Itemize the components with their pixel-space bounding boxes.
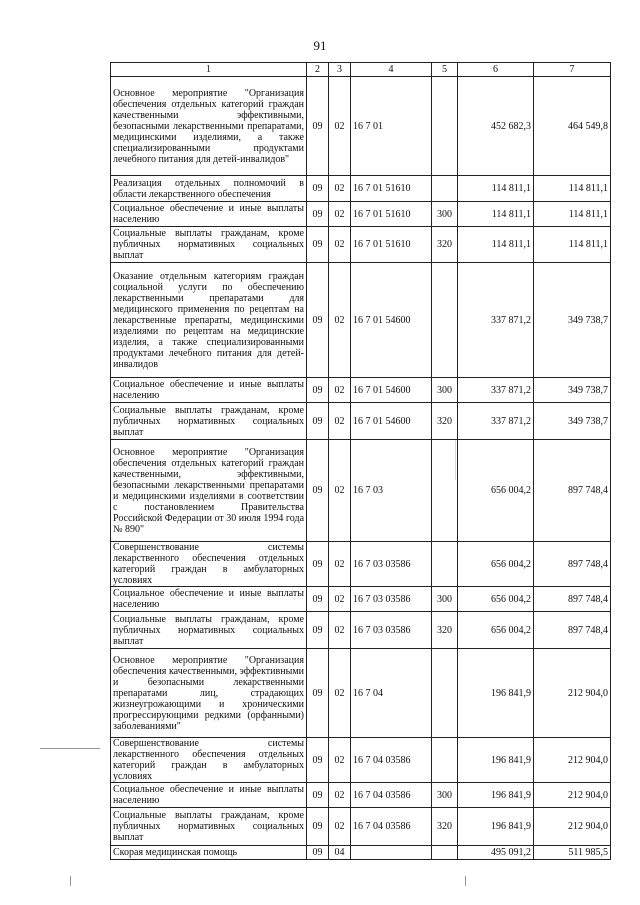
- scan-mark: [465, 876, 466, 886]
- cell-expense-type: 320: [432, 612, 458, 649]
- cell-section: 02: [329, 587, 351, 612]
- cell-amount-year1: 656 004,2: [458, 587, 534, 612]
- cell-name: Социальное обеспечение и иные выплаты населению: [111, 202, 307, 227]
- cell-name: Совершенствование системы лекарственного обеспечения отдельных категорий граждан в амбулаторных условиях: [111, 542, 307, 587]
- cell-amount-year2: 114 811,1: [534, 202, 611, 227]
- cell-amount-year1: 452 682,3: [458, 77, 534, 176]
- cell-section: 04: [329, 846, 351, 860]
- cell-amount-year1: 196 841,9: [458, 738, 534, 783]
- cell-amount-year1: 656 004,2: [458, 440, 534, 542]
- cell-expense-type: [432, 176, 458, 202]
- table-header-row: [111, 63, 611, 77]
- table-row: [111, 846, 611, 860]
- cell-name: Скорая медицинская помощь: [111, 846, 307, 860]
- cell-amount-year2: 212 904,0: [534, 738, 611, 783]
- cell-target-article: 16 7 04 03586: [351, 808, 432, 846]
- cell-expense-type: 300: [432, 378, 458, 403]
- table-row: [111, 808, 611, 846]
- cell-target-article: 16 7 01 54600: [351, 263, 432, 378]
- cell-amount-year1: 196 841,9: [458, 783, 534, 808]
- cell-ministry: 09: [307, 227, 329, 263]
- table-row: [111, 176, 611, 202]
- cell-amount-year1: 656 004,2: [458, 612, 534, 649]
- cell-section: 02: [329, 403, 351, 440]
- cell-ministry: 09: [307, 202, 329, 227]
- cell-amount-year1: 114 811,1: [458, 227, 534, 263]
- cell-amount-year2: 897 748,4: [534, 612, 611, 649]
- cell-section: 02: [329, 227, 351, 263]
- scan-mark: [70, 876, 71, 886]
- cell-expense-type: 300: [432, 202, 458, 227]
- table-row: [111, 542, 611, 587]
- cell-amount-year1: 337 871,2: [458, 403, 534, 440]
- table-row: [111, 440, 611, 542]
- cell-target-article: 16 7 01 54600: [351, 378, 432, 403]
- cell-ministry: 09: [307, 542, 329, 587]
- cell-name: Социальное обеспечение и иные выплаты населению: [111, 378, 307, 403]
- cell-expense-type: 320: [432, 808, 458, 846]
- cell-name: Социальные выплаты гражданам, кроме публичных нормативных социальных выплат: [111, 612, 307, 649]
- cell-expense-type: [432, 738, 458, 783]
- cell-ministry: 09: [307, 738, 329, 783]
- page-number: 91: [313, 38, 327, 53]
- column-header: 3: [329, 63, 351, 77]
- cell-amount-year1: 337 871,2: [458, 378, 534, 403]
- cell-section: 02: [329, 542, 351, 587]
- cell-ministry: 09: [307, 440, 329, 542]
- cell-target-article: 16 7 04 03586: [351, 738, 432, 783]
- cell-target-article: 16 7 04: [351, 649, 432, 738]
- cell-amount-year1: 196 841,9: [458, 808, 534, 846]
- cell-name: Основное мероприятие "Организация обеспечения отдельных категорий граждан качественными эффективными, безопасными лекарственными препаратами, медицинскими изделиями, а также специализированными продуктами лечебного питания для детей-инвалидов": [111, 77, 307, 176]
- cell-ministry: 09: [307, 846, 329, 860]
- column-header: 5: [432, 63, 458, 77]
- cell-amount-year1: 196 841,9: [458, 649, 534, 738]
- cell-amount-year2: 212 904,0: [534, 808, 611, 846]
- cell-amount-year2: 212 904,0: [534, 649, 611, 738]
- cell-target-article: [351, 846, 432, 860]
- cell-amount-year2: 511 985,5: [534, 846, 611, 860]
- cell-ministry: 09: [307, 403, 329, 440]
- table-row: [111, 403, 611, 440]
- cell-name: Основное мероприятие "Организация обеспечения отдельных категорий граждан качественными, эффективными, безопасными лекарственными препаратами и медицинскими изделиями в соответствии с постановлением Правительства Российской Федерации от 30 июля 1994 года № 890": [111, 440, 307, 542]
- cell-section: 02: [329, 808, 351, 846]
- table-row: [111, 77, 611, 176]
- cell-section: 02: [329, 738, 351, 783]
- cell-target-article: 16 7 01: [351, 77, 432, 176]
- cell-name: Социальные выплаты гражданам, кроме публичных нормативных социальных выплат: [111, 808, 307, 846]
- cell-amount-year2: 114 811,1: [534, 227, 611, 263]
- cell-amount-year1: 114 811,1: [458, 202, 534, 227]
- cell-target-article: 16 7 03 03586: [351, 587, 432, 612]
- cell-target-article: 16 7 01 51610: [351, 176, 432, 202]
- cell-name: Основное мероприятие "Организация обеспечения качественными, эффективными и безопасными лекарственными препаратами лиц, страдающих жизнеугрожающими и хроническими прогрессирующими редкими (орфанными) заболеваниями": [111, 649, 307, 738]
- column-header: 7: [534, 63, 611, 77]
- cell-ministry: 09: [307, 587, 329, 612]
- table-row: [111, 378, 611, 403]
- cell-name: Социальное обеспечение и иные выплаты населению: [111, 783, 307, 808]
- cell-target-article: 16 7 01 51610: [351, 227, 432, 263]
- table-row: [111, 612, 611, 649]
- cell-ministry: 09: [307, 176, 329, 202]
- cell-section: 02: [329, 649, 351, 738]
- cell-target-article: 16 7 03: [351, 440, 432, 542]
- scan-mark: [40, 748, 100, 749]
- cell-expense-type: [432, 77, 458, 176]
- cell-section: 02: [329, 263, 351, 378]
- cell-amount-year1: 337 871,2: [458, 263, 534, 378]
- cell-expense-type: [432, 846, 458, 860]
- cell-amount-year2: 349 738,7: [534, 263, 611, 378]
- cell-amount-year1: 495 091,2: [458, 846, 534, 860]
- cell-expense-type: 300: [432, 783, 458, 808]
- column-header: 6: [458, 63, 534, 77]
- cell-amount-year2: 349 738,7: [534, 378, 611, 403]
- cell-target-article: 16 7 03 03586: [351, 612, 432, 649]
- cell-amount-year2: 897 748,4: [534, 440, 611, 542]
- table-row: [111, 649, 611, 738]
- cell-amount-year1: 656 004,2: [458, 542, 534, 587]
- cell-expense-type: [432, 440, 458, 542]
- cell-target-article: 16 7 01 54600: [351, 403, 432, 440]
- cell-name: Социальные выплаты гражданам, кроме публичных нормативных социальных выплат: [111, 403, 307, 440]
- cell-expense-type: [432, 542, 458, 587]
- cell-ministry: 09: [307, 808, 329, 846]
- cell-name: Реализация отдельных полномочий в области лекарственного обеспечения: [111, 176, 307, 202]
- cell-target-article: 16 7 04 03586: [351, 783, 432, 808]
- cell-amount-year2: 464 549,8: [534, 77, 611, 176]
- table-row: [111, 783, 611, 808]
- cell-section: 02: [329, 440, 351, 542]
- budget-table: [110, 62, 611, 860]
- table-row: [111, 738, 611, 783]
- cell-ministry: 09: [307, 649, 329, 738]
- cell-ministry: 09: [307, 263, 329, 378]
- cell-name: Оказание отдельным категориям граждан социальной услуги по обеспечению лекарственными препаратами для медицинского применения по рецептам на лекарственные препараты, медицинскими изделиями по рецептам на медицинские изделия, а также специализированными продуктами лечебного питания для детей-инвалидов: [111, 263, 307, 378]
- cell-ministry: 09: [307, 378, 329, 403]
- cell-section: 02: [329, 612, 351, 649]
- cell-expense-type: [432, 649, 458, 738]
- cell-amount-year1: 114 811,1: [458, 176, 534, 202]
- cell-expense-type: [432, 263, 458, 378]
- cell-section: 02: [329, 378, 351, 403]
- cell-section: 02: [329, 783, 351, 808]
- column-header: 4: [351, 63, 432, 77]
- cell-section: 02: [329, 176, 351, 202]
- cell-ministry: 09: [307, 612, 329, 649]
- cell-name: Совершенствование системы лекарственного обеспечения отдельных категорий граждан в амбулаторных условиях: [111, 738, 307, 783]
- cell-amount-year2: 897 748,4: [534, 542, 611, 587]
- cell-section: 02: [329, 77, 351, 176]
- cell-amount-year2: 349 738,7: [534, 403, 611, 440]
- cell-name: Социальные выплаты гражданам, кроме публичных нормативных социальных выплат: [111, 227, 307, 263]
- cell-expense-type: 320: [432, 403, 458, 440]
- scan-mark: [455, 440, 456, 480]
- table-row: [111, 202, 611, 227]
- table-row: [111, 587, 611, 612]
- cell-name: Социальное обеспечение и иные выплаты населению: [111, 587, 307, 612]
- cell-amount-year2: 114 811,1: [534, 176, 611, 202]
- table-row: [111, 227, 611, 263]
- cell-amount-year2: 212 904,0: [534, 783, 611, 808]
- column-header: 2: [307, 63, 329, 77]
- cell-amount-year2: 897 748,4: [534, 587, 611, 612]
- column-header: 1: [111, 63, 307, 77]
- table-row: [111, 263, 611, 378]
- cell-expense-type: 320: [432, 227, 458, 263]
- cell-expense-type: 300: [432, 587, 458, 612]
- cell-target-article: 16 7 03 03586: [351, 542, 432, 587]
- cell-target-article: 16 7 01 51610: [351, 202, 432, 227]
- cell-section: 02: [329, 202, 351, 227]
- cell-ministry: 09: [307, 77, 329, 176]
- cell-ministry: 09: [307, 783, 329, 808]
